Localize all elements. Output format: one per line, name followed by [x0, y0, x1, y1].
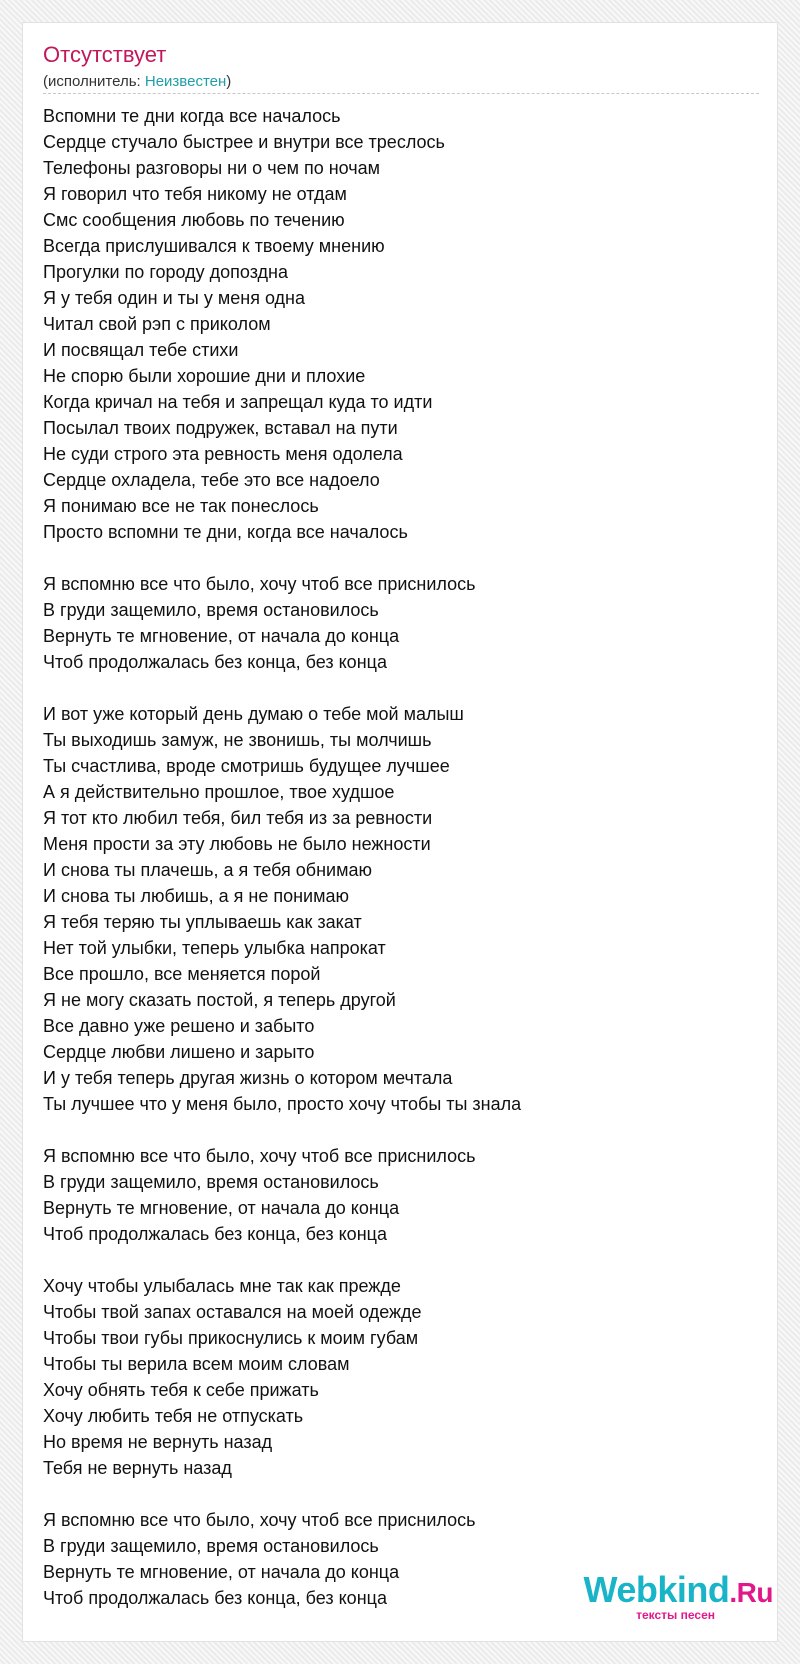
lyrics-stanza [43, 1143, 753, 1247]
site-logo[interactable] [583, 1569, 773, 1622]
lyric-line: Смс сообщения любовь по течению [43, 210, 345, 230]
artist-prefix: (исполнитель: [43, 73, 145, 90]
song-title: Отсутствует [43, 42, 167, 67]
lyric-line: Я у тебя один и ты у меня одна [43, 288, 306, 308]
lyric-line: Сердце любви лишено и зарыто [43, 1042, 315, 1062]
logo-tagline: тексты песен [636, 1608, 715, 1622]
lyrics-card [22, 22, 778, 1642]
lyrics-body [43, 103, 753, 1637]
lyric-line: Я говорил что тебя никому не отдам [43, 184, 347, 204]
lyric-line: Вернуть те мгновение, от начала до конца [43, 1562, 400, 1582]
lyric-line: Я вспомню все что было, хочу чтоб все приснилось [43, 574, 476, 594]
lyric-line: В груди защемило, время остановилось [43, 1172, 379, 1192]
lyric-line: Не суди строго эта ревность меня одолела [43, 444, 403, 464]
lyric-line: Вернуть те мгновение, от начала до конца [43, 626, 400, 646]
lyric-line: Чтоб продолжалась без конца, без конца [43, 1588, 387, 1608]
lyric-line: В груди защемило, время остановилось [43, 1536, 379, 1556]
lyric-line: Сердце стучало быстрее и внутри все треслось [43, 132, 445, 152]
lyric-line: Когда кричал на тебя и запрещал куда то идти [43, 392, 433, 412]
lyric-line: Ты счастлива, вроде смотришь будущее лучшее [43, 756, 450, 776]
lyric-line: Чтоб продолжалась без конца, без конца [43, 652, 387, 672]
title-divider [43, 93, 759, 94]
lyric-line: И снова ты плачешь, а я тебя обнимаю [43, 860, 372, 880]
lyric-line: Ты лучшее что у меня было, просто хочу чтобы ты знала [43, 1094, 522, 1114]
lyric-line: Ты выходишь замуж, не звонишь, ты молчишь [43, 730, 432, 750]
artist-line [43, 72, 231, 92]
lyrics-stanza [43, 1273, 753, 1481]
lyric-line: И вот уже который день думаю о тебе мой малыш [43, 704, 464, 724]
lyric-line: Хочу чтобы улыбалась мне так как прежде [43, 1276, 401, 1296]
lyric-line: И у тебя теперь другая жизнь о котором мечтала [43, 1068, 453, 1088]
lyric-line: Я тот кто любил тебя, бил тебя из за ревности [43, 808, 433, 828]
lyric-line: Чтобы ты верила всем моим словам [43, 1354, 350, 1374]
lyric-line: А я действительно прошлое, твое худшое [43, 782, 395, 802]
lyric-line: Но время не вернуть назад [43, 1432, 273, 1452]
lyric-line: Я понимаю все не так понеслось [43, 496, 319, 516]
lyric-line: Я тебя теряю ты уплываешь как закат [43, 912, 362, 932]
lyric-line: Прогулки по городу допоздна [43, 262, 289, 282]
lyric-line: Я не могу сказать постой, я теперь другой [43, 990, 396, 1010]
lyric-line: Я вспомню все что было, хочу чтоб все приснилось [43, 1146, 476, 1166]
lyric-line: И снова ты любишь, а я не понимаю [43, 886, 349, 906]
lyric-line: Чтобы твои губы прикоснулись к моим губам [43, 1328, 419, 1348]
lyric-line: Все давно уже решено и забыто [43, 1016, 315, 1036]
lyric-line: Посылал твоих подружек, вставал на пути [43, 418, 398, 438]
logo-name: Webkind [583, 1569, 730, 1610]
lyric-line: Чтоб продолжалась без конца, без конца [43, 1224, 387, 1244]
lyric-line: В груди защемило, время остановилось [43, 600, 379, 620]
lyric-line: Читал свой рэп с приколом [43, 314, 271, 334]
artist-suffix: ) [226, 73, 232, 90]
lyric-line: Вспомни те дни когда все началось [43, 106, 341, 126]
lyric-line: Не спорю были хорошие дни и плохие [43, 366, 366, 386]
lyric-line: Хочу обнять тебя к себе прижать [43, 1380, 319, 1400]
lyrics-stanza [43, 701, 753, 1117]
lyric-line: Нет той улыбки, теперь улыбка напрокат [43, 938, 386, 958]
logo-wordmark [583, 1569, 773, 1611]
lyric-line: Телефоны разговоры ни о чем по ночам [43, 158, 381, 178]
lyrics-stanza [43, 103, 753, 545]
lyric-line: Хочу любить тебя не отпускать [43, 1406, 304, 1426]
lyric-line: Все прошло, все меняется порой [43, 964, 321, 984]
lyric-line: Тебя не вернуть назад [43, 1458, 232, 1478]
lyric-line: Чтобы твой запах оставался на моей одежде [43, 1302, 422, 1322]
lyric-line: Вернуть те мгновение, от начала до конца [43, 1198, 400, 1218]
lyric-line: Я вспомню все что было, хочу чтоб все приснилось [43, 1510, 476, 1530]
lyric-line: Просто вспомни те дни, когда все началось [43, 522, 408, 542]
artist-link[interactable]: Неизвестен [144, 73, 227, 90]
lyric-line: Меня прости за эту любовь не было нежности [43, 834, 431, 854]
lyric-line: Всегда прислушивался к твоему мнению [43, 236, 385, 256]
lyric-line: И посвящал тебе стихи [43, 340, 239, 360]
logo-tld: .Ru [729, 1577, 773, 1608]
lyric-line: Сердце охладела, тебе это все надоело [43, 470, 380, 490]
lyrics-stanza [43, 571, 753, 675]
